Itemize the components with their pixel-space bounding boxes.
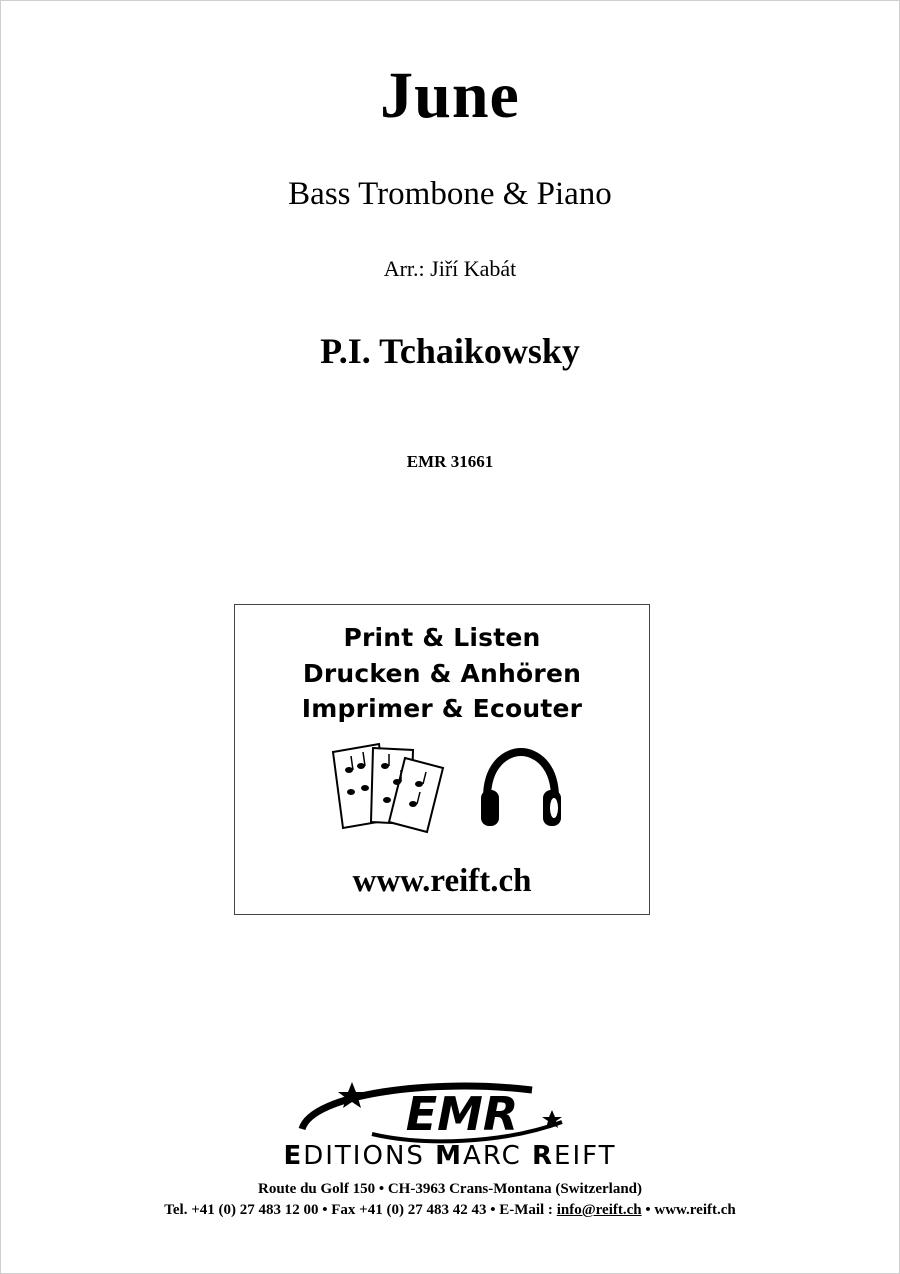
page-title: June [380, 59, 520, 132]
promo-line-french: Imprimer & Ecouter [301, 694, 583, 723]
promo-icons [327, 742, 567, 834]
promo-line-german: Drucken & Anhören [302, 659, 582, 688]
website-url[interactable]: www.reift.ch [352, 863, 532, 899]
print-listen-box [234, 604, 650, 915]
publisher-contact: Tel. +41 (0) 27 483 12 00 • Fax +41 (0) 27 483 42 43 • E-Mail : info@reift.ch • www.reift.ch [164, 1202, 736, 1218]
emr-logo-text: EMR [405, 1087, 519, 1141]
composer: P.I. Tchaikowsky [320, 331, 580, 371]
headphones-icon [481, 752, 561, 826]
email-link[interactable]: info@reift.ch [556, 1202, 642, 1218]
instrumentation: Bass Trombone & Piano [288, 176, 612, 212]
sheet-music-icon [333, 744, 443, 832]
publisher-name: EDITIONS MARC REIFT [283, 1141, 617, 1171]
promo-line-english: Print & Listen [343, 623, 541, 652]
catalog-code: EMR 31661 [406, 452, 494, 471]
publisher-address: Route du Golf 150 • CH-3963 Crans-Montana (Switzerland) [258, 1181, 642, 1197]
arranger: Arr.: Jiří Kabát [383, 256, 517, 281]
